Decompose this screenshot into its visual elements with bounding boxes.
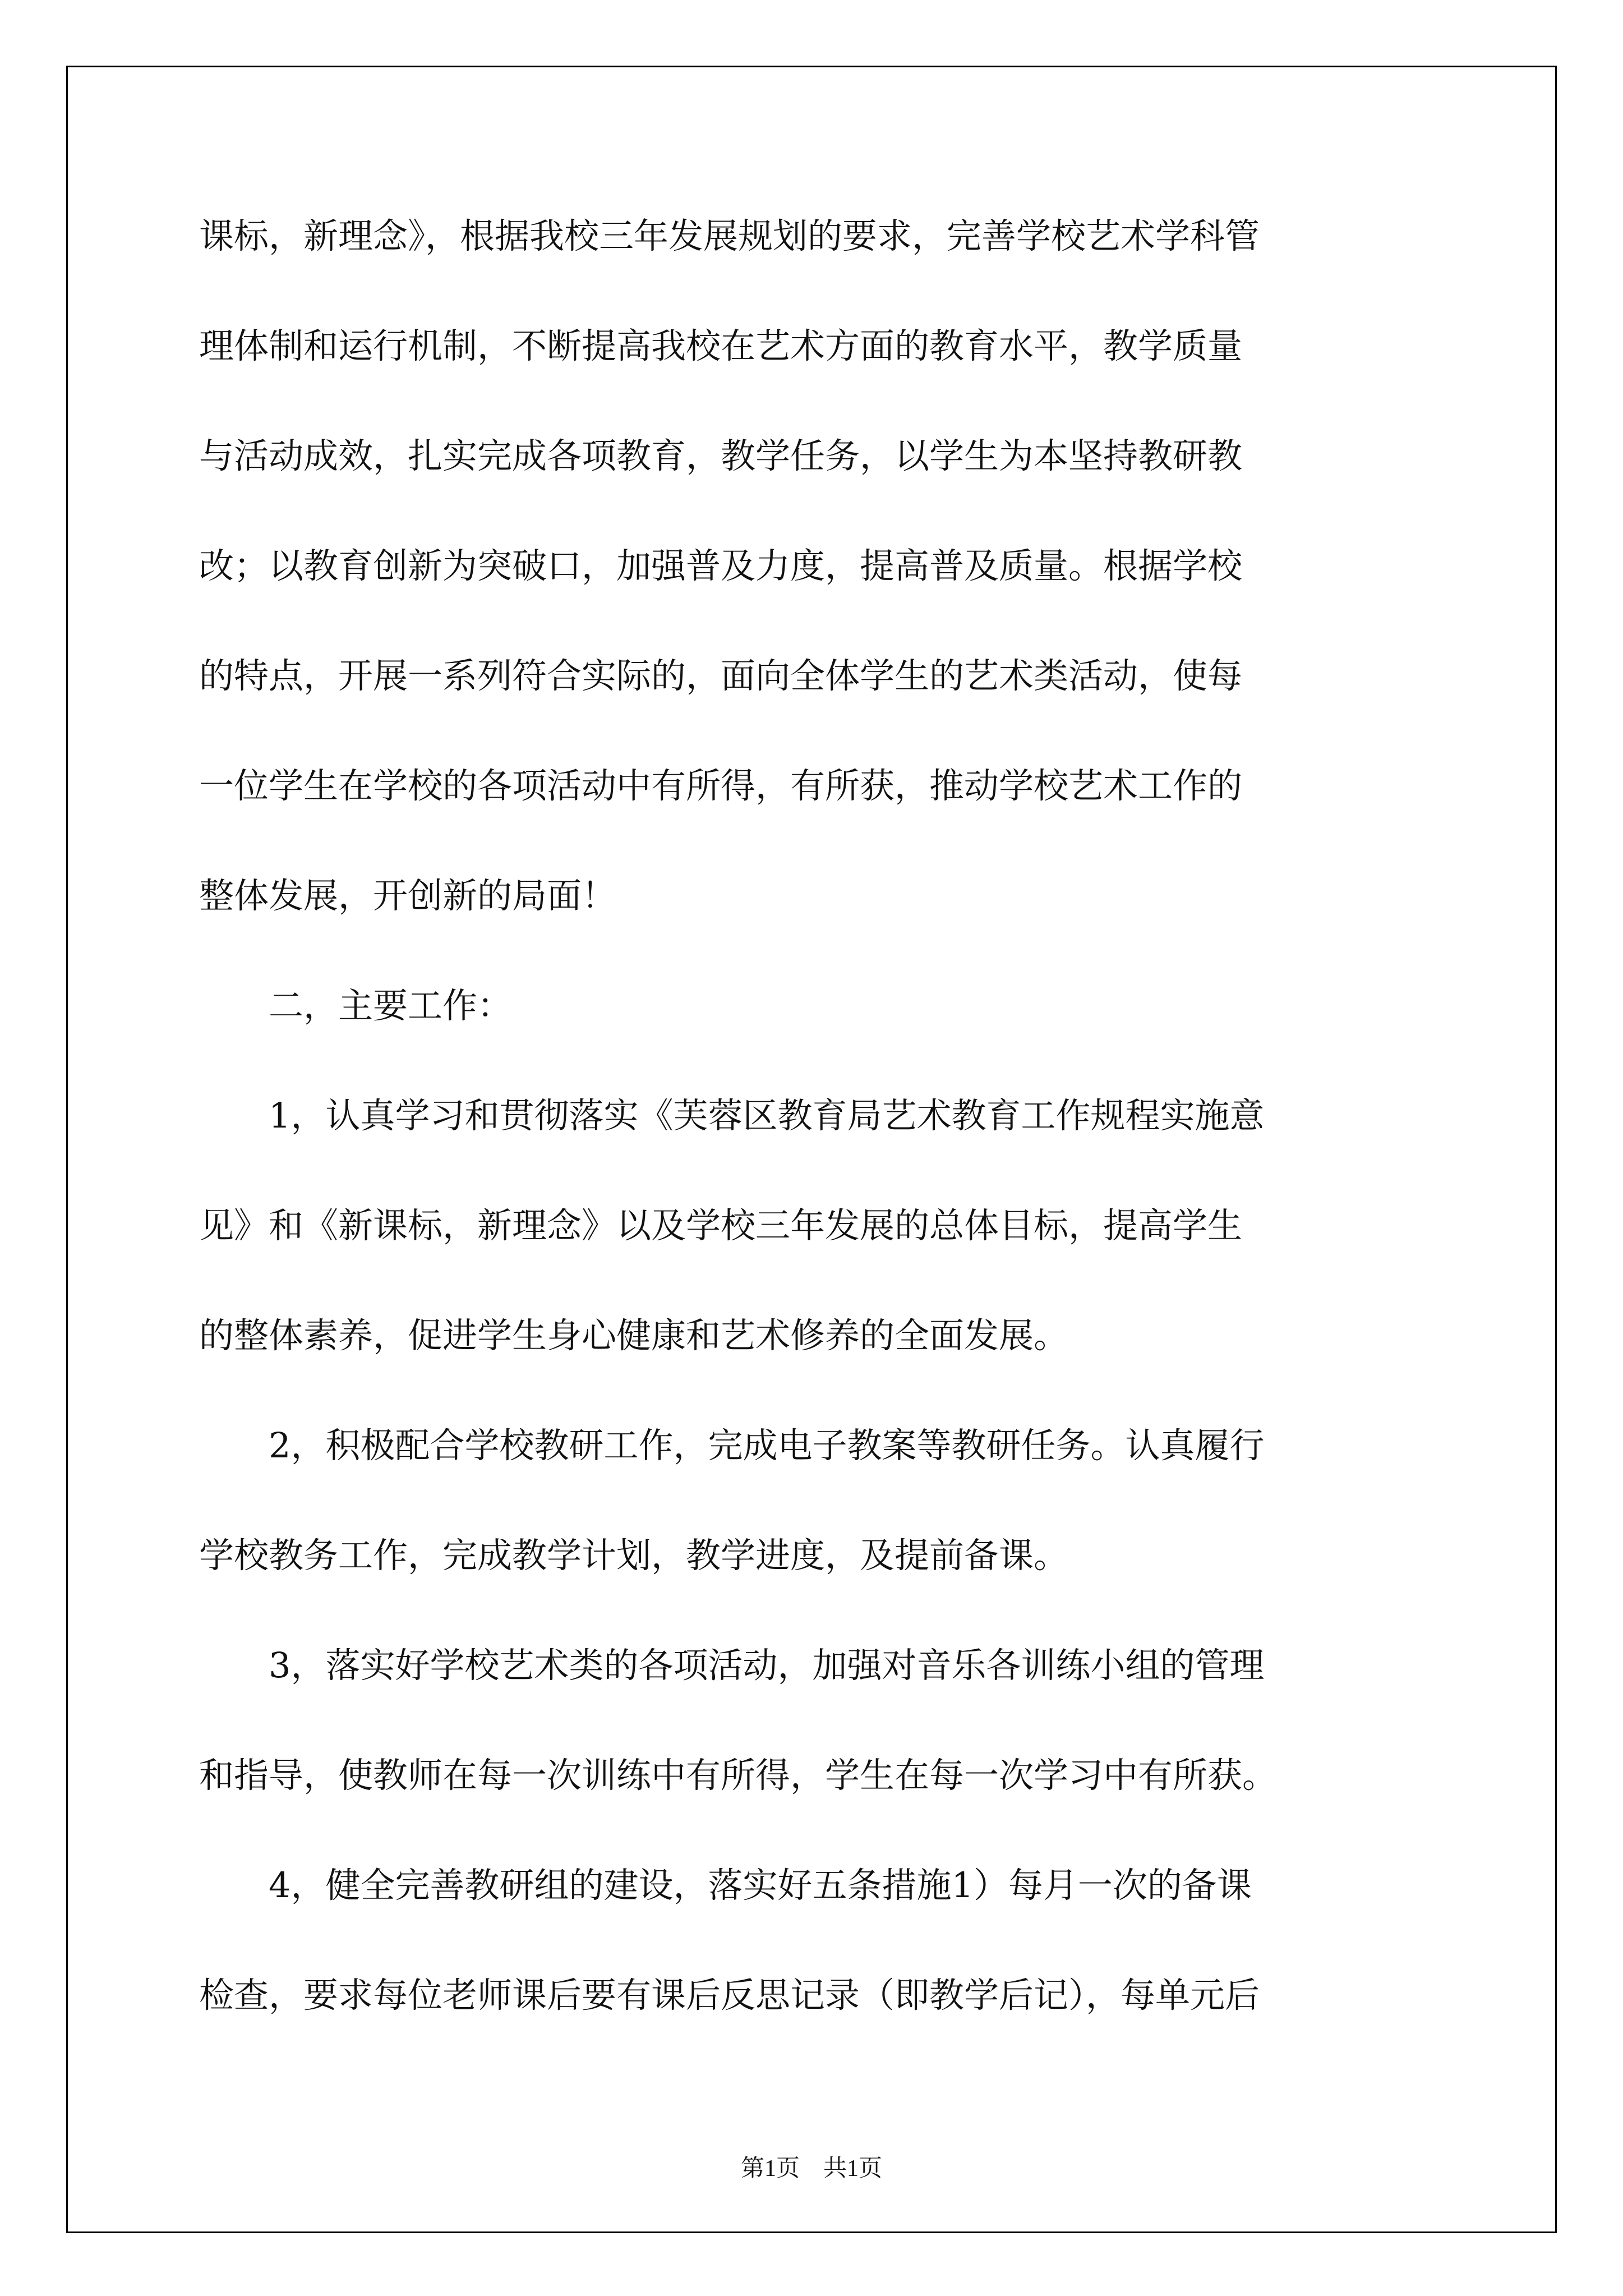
text-line: 的整体素养，促进学生身心健康和艺术修养的全面发展。 [199,1315,1069,1356]
text-line: 2，积极配合学校教研工作，完成电子教案等教研任务。认真履行 [199,1425,1265,1466]
text-line: 整体发展，开创新的局面！ [199,875,617,916]
text-line: 一位学生在学校的各项活动中有所得，有所获，推动学校艺术工作的 [199,765,1243,806]
page-footer: 第1页 共1页 [740,2156,882,2182]
text-line: 见》和《新课标，新理念》以及学校三年发展的总体目标，提高学生 [199,1205,1243,1246]
text-line: 的特点，开展一系列符合实际的，面向全体学生的艺术类活动，使每 [199,655,1243,696]
document-body [199,215,1433,2088]
text-line: 改；以教育创新为突破口，加强普及力度，提高普及质量。根据学校 [199,545,1243,586]
text-line: 课标，新理念》，根据我校三年发展规划的要求，完善学校艺术学科管 [199,215,1260,256]
text-line: 1，认真学习和贯彻落实《芙蓉区教育局艺术教育工作规程实施意 [199,1095,1265,1136]
text-line: 理体制和运行机制，不断提高我校在艺术方面的教育水平，教学质量 [199,325,1243,366]
text-line: 与活动成效，扎实完成各项教育，教学任务，以学生为本坚持教研教 [199,435,1243,476]
text-line: 3，落实好学校艺术类的各项活动，加强对音乐各训练小组的管理 [199,1645,1265,1686]
text-line: 和指导，使教师在每一次训练中有所得，学生在每一次学习中有所获。 [199,1755,1278,1796]
text-line: 学校教务工作，完成教学计划，教学进度，及提前备课。 [199,1535,1069,1576]
text-line: 4，健全完善教研组的建设，落实好五条措施1）每月一次的备课 [199,1865,1252,1906]
section-heading: 二，主要工作： [199,985,513,1026]
text-line: 检查，要求每位老师课后要有课后反思记录（即教学后记），每单元后 [199,1975,1260,2016]
